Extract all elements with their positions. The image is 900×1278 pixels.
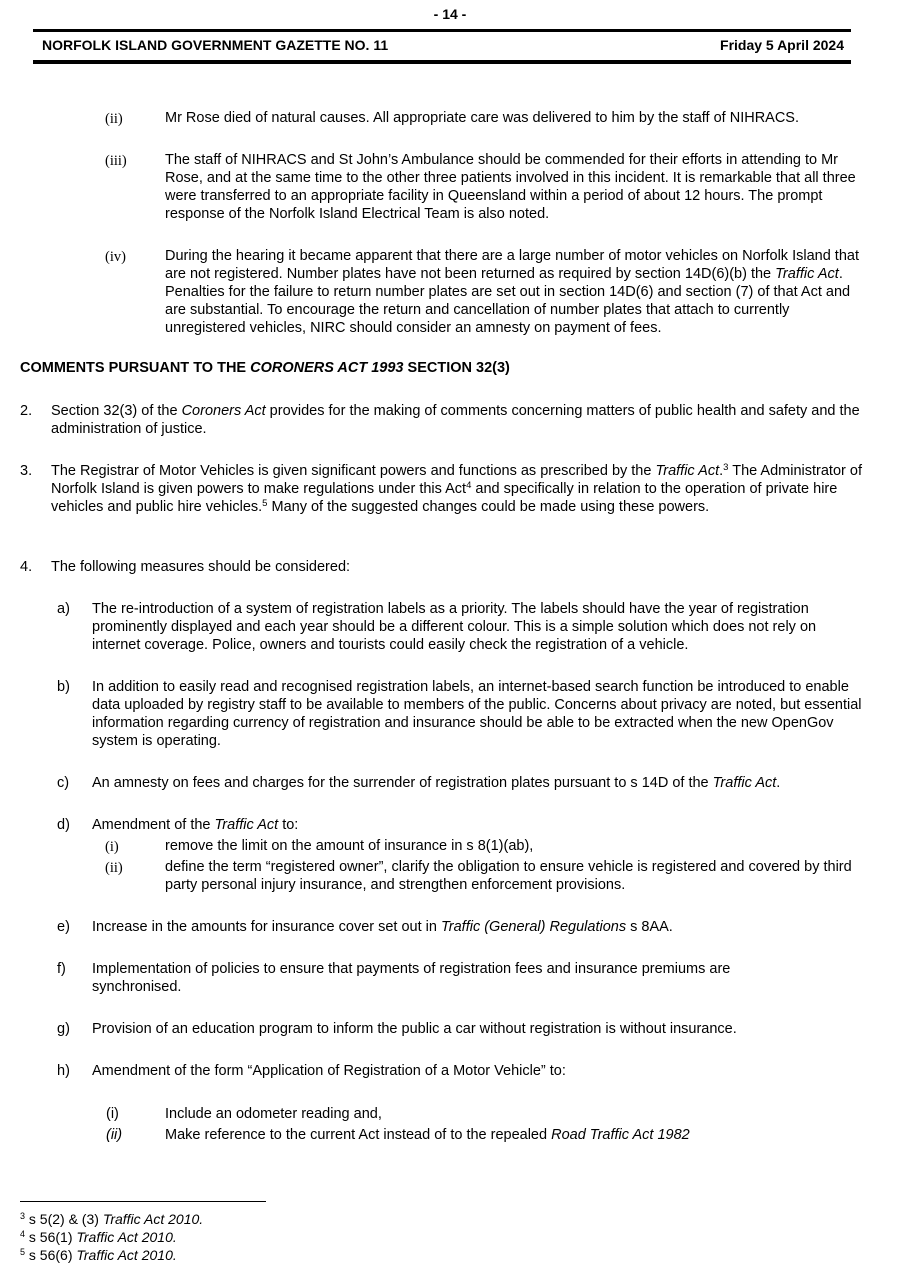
recommendation-label: (iii) <box>105 153 127 169</box>
footnote: $^4$ s 56(1) Traffic Act 2010. <box>20 1229 177 1245</box>
measure-text: The re-introduction of a system of registration labels as a priority. The labels should have the year of registration prominently displayed and each year should be a different colour. This is a simple solution which does not rely on internet coverage. Police, owners and tourists could easily check the registration of a vehicle. <box>92 601 817 653</box>
measure-label: h) <box>57 1063 70 1079</box>
measure-text: Amendment of the Traffic Act to: <box>92 817 299 833</box>
section-heading: COMMENTS PURSUANT TO THE CORONERS ACT 1993 SECTION 32(3) <box>20 360 510 376</box>
gazette-date: Friday 5 April 2024 <box>720 37 844 53</box>
recommendation-text: Mr Rose died of natural causes. All appropriate care was delivered to him by the staff of NIHRACS. <box>165 110 800 126</box>
gazette-title: NORFOLK ISLAND GOVERNMENT GAZETTE NO. 11 <box>42 37 389 53</box>
measure-label: a) <box>57 601 70 617</box>
sub-item-label: (i) <box>106 1106 119 1122</box>
recommendation-label: (iv) <box>105 249 126 265</box>
footnote-ref: 5 <box>262 498 268 509</box>
paragraph-text: The Registrar of Motor Vehicles is given significant powers and functions as prescribed by the Traffic Act.$^3$ The Administrator of Norfolk Island is given powers to make regulations under this Act$^4$ and specifically in relation to the operation of private hire vehicles and public hire vehicles.$^5$ Many of the suggested changes could be made using these powers. <box>51 462 862 515</box>
measure-label: b) <box>57 679 70 695</box>
paragraph-text: The following measures should be considered: <box>51 559 351 575</box>
footnote-ref: 3 <box>723 462 729 473</box>
measure-label: e) <box>57 919 70 935</box>
footnote: $^5$ s 56(6) Traffic Act 2010. <box>20 1247 177 1263</box>
sub-item-text: define the term “registered owner”, clarify the obligation to ensure vehicle is registered and covered by third party personal injury insurance, and strengthen enforcement provisions. <box>165 859 852 893</box>
sub-item-label: (ii) <box>105 860 123 876</box>
sub-item-label: (ii) <box>106 1127 123 1143</box>
page-number: - 14 - <box>433 6 467 22</box>
measure-text: In addition to easily read and recognised registration labels, an internet-based search function be introduced to enable data uploaded by registry staff to be available to members of the public. Concerns about privacy are noted, but essential information regarding currency of registration and insurance should be able to be extracted when the new OpenGov system is operating. <box>92 679 862 749</box>
paragraph-number: 4. <box>20 559 33 575</box>
paragraph-text: Section 32(3) of the Coroners Act provides for the making of comments concerning matters of public health and safety and the administration of justice. <box>51 403 860 437</box>
sub-item-label: (i) <box>105 839 119 855</box>
footnote-rule <box>20 1201 266 1202</box>
measure-label: f) <box>57 961 66 977</box>
measure-label: d) <box>57 817 70 833</box>
sub-item-text: remove the limit on the amount of insurance in s 8(1)(ab), <box>165 838 534 854</box>
measure-label: g) <box>57 1021 70 1037</box>
footnote: $^3$ s 5(2) & (3) Traffic Act 2010. <box>20 1211 204 1227</box>
sub-item-text: Include an odometer reading and, <box>165 1106 382 1122</box>
recommendation-text: The staff of NIHRACS and St John’s Ambulance should be commended for their efforts in attending to Mr Rose, and at the same time to the other three patients involved in this incident. It is remarkable that all three were transferred to an appropriate facility in Queensland within a period of about 12 hours. The prompt response of the Norfolk Island Electrical Team is also noted. <box>165 152 856 222</box>
footnote-ref: 4 <box>466 480 472 491</box>
sub-item-text: Make reference to the current Act instead of to the repealed Road Traffic Act 1982 <box>165 1127 690 1143</box>
measure-text: Provision of an education program to inform the public a car without registration is without insurance. <box>92 1021 737 1037</box>
header-rule-top <box>33 29 851 32</box>
measure-text: Amendment of the form “Application of Registration of a Motor Vehicle” to: <box>92 1063 566 1079</box>
paragraph-number: 2. <box>20 403 33 419</box>
recommendation-label: (ii) <box>105 111 123 127</box>
paragraph-number: 3. <box>20 463 33 479</box>
measure-label: c) <box>57 775 70 791</box>
measure-text: An amnesty on fees and charges for the surrender of registration plates pursuant to s 14D of the Traffic Act. <box>92 775 781 791</box>
measure-text: Implementation of policies to ensure that payments of registration fees and insurance premiums are synchronised. <box>92 961 731 995</box>
header-rule-bottom <box>33 60 851 64</box>
measure-text: Increase in the amounts for insurance cover set out in Traffic (General) Regulations s 8AA. <box>92 919 673 935</box>
recommendation-text: During the hearing it became apparent that there are a large number of motor vehicles on Norfolk Island that are not registered. Number plates have not been returned as required by section 14D(6)(b) the Traffic Act. Penalties for the failure to return number plates are set out in section 14D(6) and section (7) of that Act and are substantial. To encourage the return and cancellation of number plates that attach to currently unregistered vehicles, NIRC should consider an amnesty on payment of fees. <box>165 248 859 336</box>
